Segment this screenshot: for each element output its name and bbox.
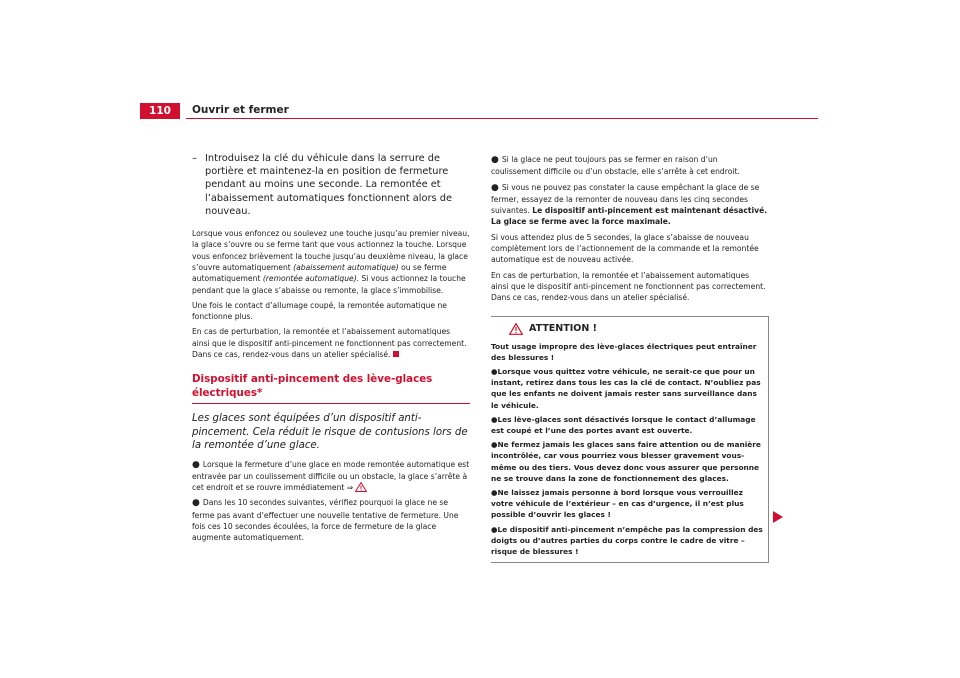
- bullet-bold-text: Le dispositif anti-pincement est maintenant désactivé. La glace se ferme avec la force maximale.: [491, 206, 768, 227]
- para-text: . Si vous actionnez la touche pendant que la glace s’abaisse ou remonte, la glace s’immobilise.: [192, 274, 466, 295]
- bullet-text: Si la glace ne peut toujours pas se fermer en raison d’un coulissement difficile ou d’un obstacle, elle s’arrête à cet endroit.: [491, 155, 740, 177]
- page-header-title: Ouvrir et fermer: [192, 104, 289, 116]
- right-column: [491, 154, 769, 563]
- attention-item: [491, 439, 764, 484]
- paragraph-wait-5s: Si vous attendez plus de 5 secondes, la glace s’abaisse de nouveau complètement lors de l’actionnement de la commande et la remontée automatique est de nouveau activée.: [491, 232, 759, 265]
- attention-title: ATTENTION !: [529, 322, 597, 334]
- attention-item: [491, 524, 764, 558]
- bullet-item: [192, 459, 470, 494]
- bullet-dot: ●: [192, 498, 200, 509]
- attention-box: [491, 316, 769, 564]
- step-dash: –: [192, 153, 197, 164]
- para-text: ou se ferme automatiquement: [192, 262, 447, 284]
- bullet-dot: ●: [192, 459, 200, 470]
- bullet-dot: ●: [491, 414, 498, 424]
- paragraph-window-keys: [192, 228, 470, 296]
- attention-item-text: Lorsque vous quittez votre véhicule, ne serait-ce que pour un instant, retirez dans tous les cas la clé de contact. N’oubliez pas que les enfants ne doivent jamais rester sans surveillance dans le véhicule.: [491, 366, 761, 410]
- bullet-dot: ●: [491, 366, 498, 376]
- paragraph-ignition-off: Une fois le contact d’allumage coupé, la remontée automatique ne fonctionne plus.: [192, 300, 447, 322]
- bullet-dot: ●: [491, 182, 499, 193]
- page-number: 110: [140, 103, 180, 119]
- bullet-dot: ●: [491, 524, 498, 534]
- para-text: En cas de perturbation, la remontée et l’abaissement automatiques ainsi que le dispositif anti-pincement ne fonctionnent pas correctement. Dans ce cas, rendez-vous dans un atelier spécialisé.: [192, 327, 467, 359]
- instruction-step: [192, 152, 470, 218]
- reference-arrow-icon: ⇒: [346, 483, 354, 493]
- bullet-text: Si vous ne pouvez pas constater la cause empêchant la glace de se fermer, essayez de la remonter de nouveau dans les cinq secondes suivantes.: [491, 182, 760, 216]
- attention-item-text: Le dispositif anti-pincement n’empêche pas la compression des doigts ou d’autres parties du corps contre le cadre de vitre – risque de blessures !: [491, 524, 763, 557]
- section-heading: Dispositif anti-pincement des lève-glaces électriques*: [192, 372, 470, 404]
- para-text: Lorsque vous enfoncez ou soulevez une touche jusqu’au premier niveau, la glace s’ouvre ou se ferme tant que vous actionnez la touche. Lorsque vous enfoncez brièvement la touche jusqu’au deuxième niveau, la glace s’ouvre automatiquement: [192, 229, 470, 272]
- attention-header: [491, 317, 764, 341]
- left-column: [192, 152, 470, 548]
- paragraph-malfunction-right: En cas de perturbation, la remontée et l’abaissement automatiques ainsi que le dispositif anti-pincement ne fonctionnent pas correctement. Dans ce cas, rendez-vous dans un atelier spécialisé.: [491, 270, 766, 303]
- section-intro: Les glaces sont équipées d’un dispositif anti-pincement. Cela réduit le risque de contusions lors de la remontée d’une glace.: [192, 413, 468, 452]
- attention-item: [491, 414, 764, 436]
- continue-arrow-icon: [773, 511, 783, 523]
- header-rule: [186, 118, 818, 119]
- bullet-text: Lorsque la fermeture d’une glace en mode remontée automatique est entravée par un coulissement difficile ou un obstacle, la glace s’arrête à cet endroit et se rouvre immédiatement: [192, 459, 470, 493]
- bullet-item: [491, 182, 769, 228]
- bullet-dot: ●: [491, 440, 498, 450]
- term-auto-lowering: (abaissement automatique): [293, 262, 399, 272]
- term-auto-raising: (remontée automatique): [262, 274, 357, 284]
- bullet-text: Dans les 10 secondes suivantes, vérifiez pourquoi la glace ne se ferme pas avant d’effectuer une nouvelle tentative de fermeture. Une fois ces 10 secondes écoulées, la force de fermeture de la glace augmente automatiquement.: [192, 498, 459, 543]
- attention-item-text: Ne laissez jamais personne à bord lorsque vous verrouillez votre véhicule de l’extérieur – en cas d’urgence, il n’est plus possible d’ouvrir les glaces !: [491, 488, 744, 520]
- paragraph-malfunction: [192, 326, 470, 360]
- end-of-section-square: [393, 351, 399, 357]
- attention-item: [491, 487, 764, 521]
- bullet-item: [491, 154, 769, 178]
- warning-triangle-icon: [509, 323, 523, 335]
- bullet-dot: ●: [491, 155, 499, 165]
- attention-item: [491, 366, 764, 411]
- warning-triangle-icon: [355, 482, 367, 492]
- attention-intro: Tout usage impropre des lève-glaces électriques peut entraîner des blessures !: [491, 341, 757, 362]
- attention-item-text: Les lève-glaces sont désactivés lorsque le contact d’allumage est coupé et l’une des portes avant est ouverte.: [491, 414, 756, 435]
- attention-item-text: Ne fermez jamais les glaces sans faire attention ou de manière incontrôlée, car vous pourriez vous blesser gravement vous-même ou des tiers. Vous devez donc vous assurer que personne ne se trouve dans la zone de fonctionnement des glaces.: [491, 440, 761, 483]
- step-text: Introduisez la clé du véhicule dans la serrure de portière et maintenez-la en position de fermeture pendant au moins une seconde. La remontée et l’abaissement automatiques fonctionnent alors de nouveau.: [205, 153, 453, 217]
- bullet-item: [192, 497, 470, 543]
- bullet-dot: ●: [491, 488, 498, 497]
